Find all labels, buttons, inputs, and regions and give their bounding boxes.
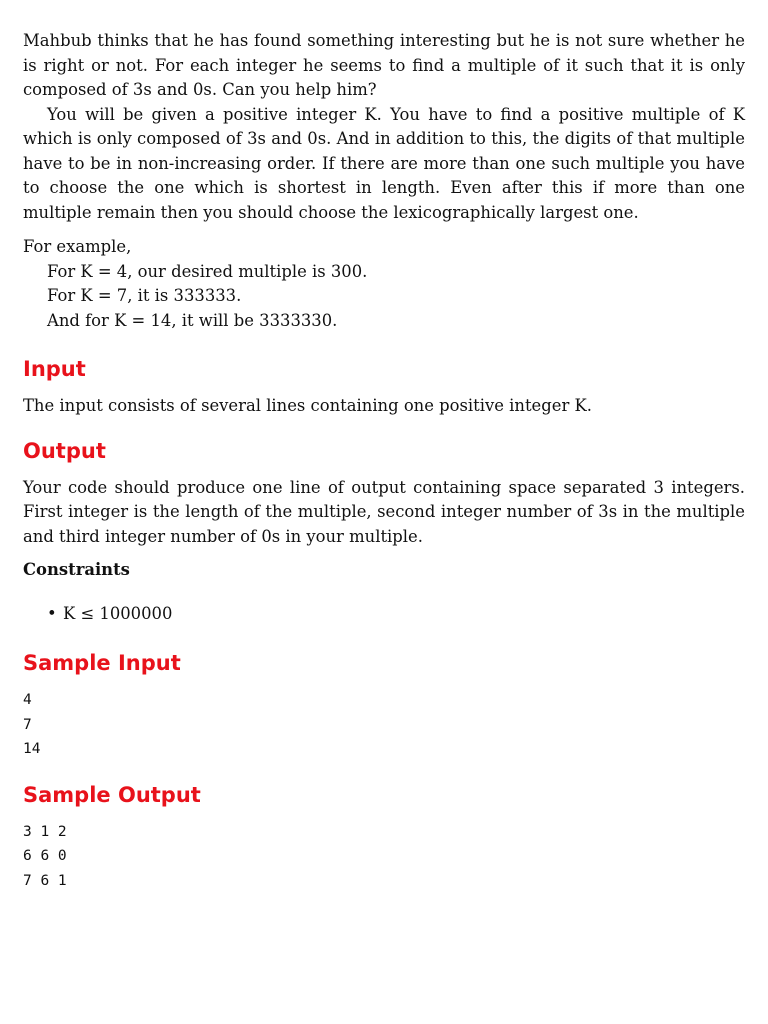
sample-input-block	[23, 688, 745, 762]
example-line-1: For K = 4, our desired multiple is 300.	[47, 261, 368, 281]
output-heading: Output	[23, 438, 106, 463]
bullet-icon: •	[47, 604, 57, 623]
input-heading: Input	[23, 357, 86, 381]
intro-paragraph: Mahbub thinks that he has found something interesting but he is not sure whether he is right or not. For each integer he seems to find a multiple of it such that it is only composed of 3s and 0s. Can you help him?	[23, 31, 745, 99]
sample-output-heading: Sample Output	[23, 782, 201, 807]
example-lead: For example,	[23, 237, 132, 256]
sample-output-block	[23, 820, 745, 894]
sample-output-line-3: 7 6 1	[23, 872, 67, 889]
sample-input-line-3: 14	[23, 741, 41, 757]
sample-output-line-2: 6 6 0	[23, 848, 67, 864]
task-paragraph: You will be given a positive integer K. You have to find a positive multiple of K which is only composed of 3s and 0s. And in addition to this, the digits of that multiple have to be in non-increasing order. If there are more than one such multiple you have to choose the one which is shortest in length. Even after this if more than one multiple remain then you should choose the lexicographically largest one.	[23, 104, 745, 222]
constraints-heading: Constraints	[23, 560, 130, 579]
input-description: The input consists of several lines containing one positive integer K.	[23, 396, 592, 415]
sample-input-line-2: 7	[23, 716, 32, 733]
output-description: Your code should produce one line of output containing space separated 3 integers. First integer is the length of the multiple, second integer number of 3s in the multiple and third integer number of 0s in your multiple.	[23, 477, 745, 546]
sample-input-heading: Sample Input	[23, 651, 181, 675]
constraint-text: K ≤ 1000000	[63, 604, 173, 623]
example-line-3: And for K = 14, it will be 3333330.	[47, 310, 338, 330]
sample-output-line-1: 3 1 2	[23, 823, 67, 840]
example-line-2: For K = 7, it is 333333.	[47, 286, 242, 305]
sample-input-line-1: 4	[23, 692, 32, 708]
constraint-item	[23, 602, 745, 626]
problem-statement-page	[23, 29, 745, 893]
